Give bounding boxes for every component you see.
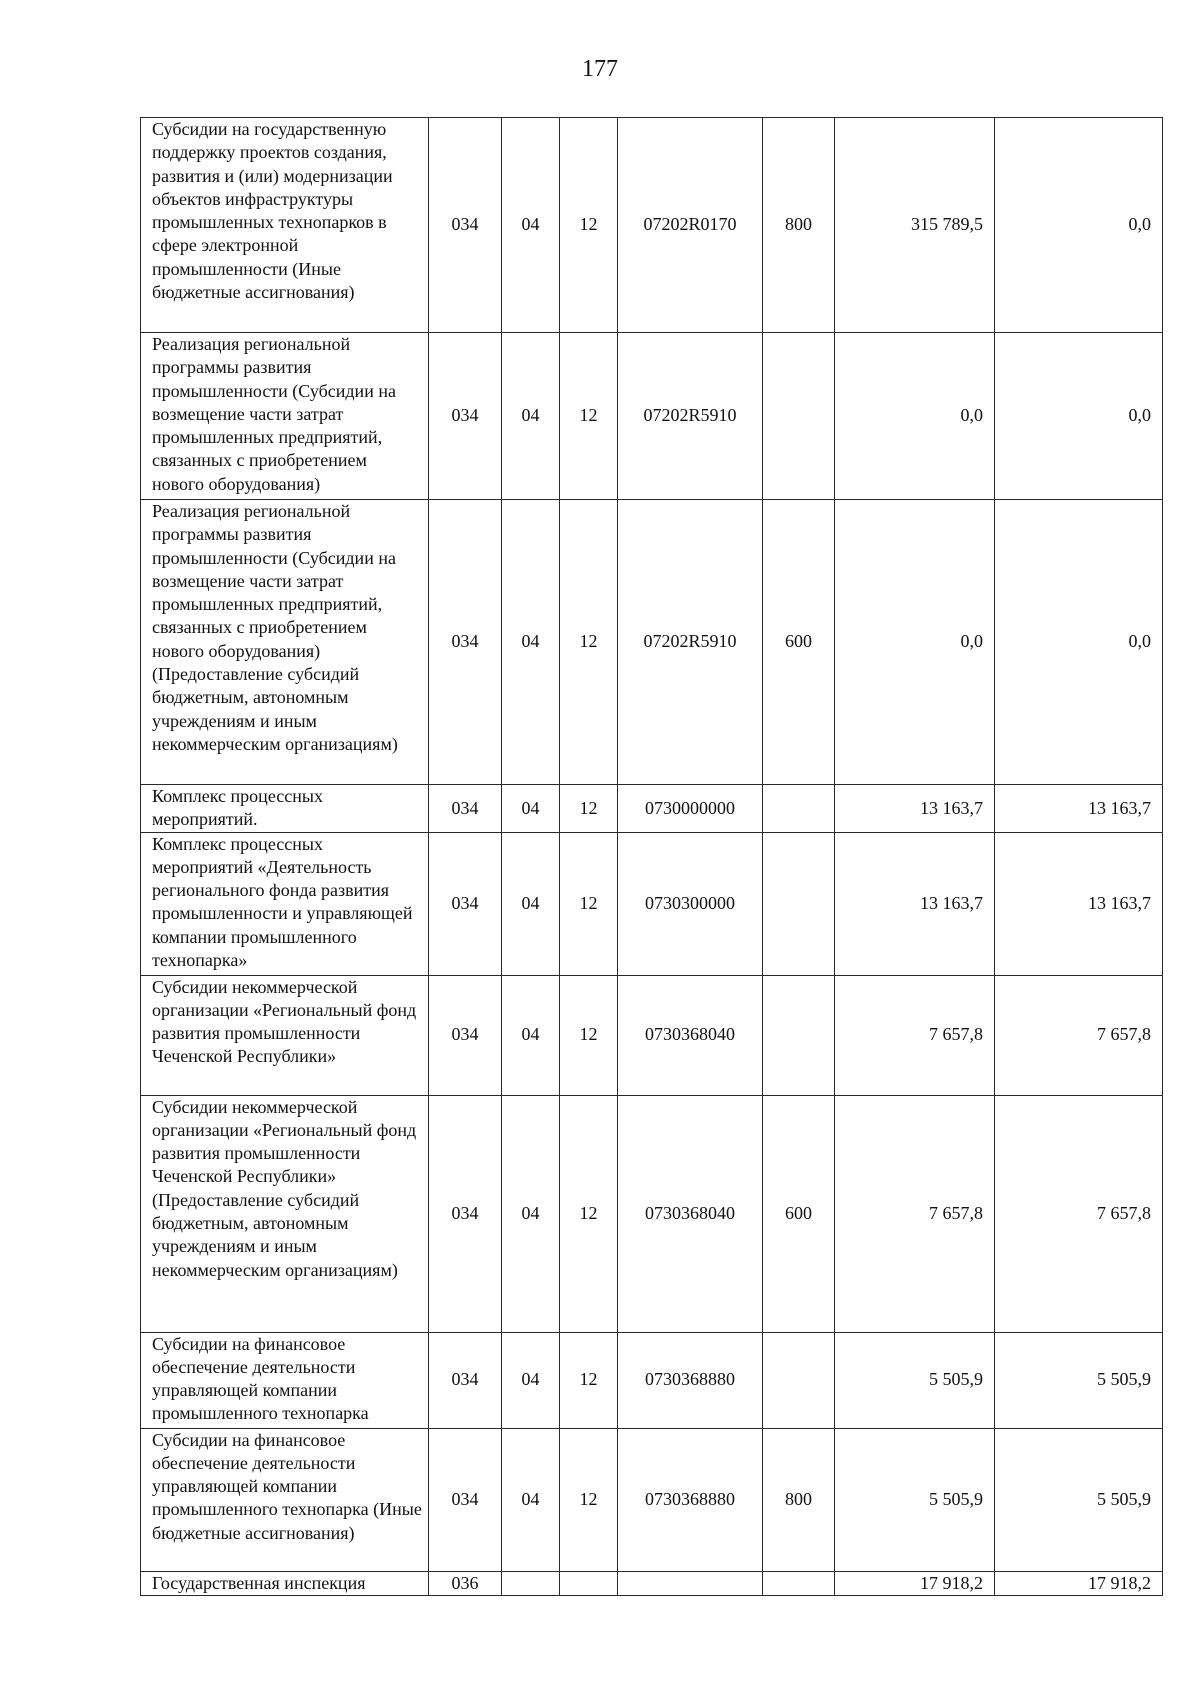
ministry-code: 034 [429,975,502,1095]
target-article-code: 07202R0170 [618,118,763,333]
amount-year-2: 5 505,9 [995,1428,1163,1571]
section-code: 04 [502,118,560,333]
row-name: Субсидии на государственную поддержку проектов создания, развития и (или) модернизации объектов инфраструктуры промышленных технопарков в сфере электронной промышленности (Иные бюджетные ассигнования) [141,118,429,333]
expense-type-code [763,1571,835,1595]
amount-year-2: 5 505,9 [995,1332,1163,1428]
target-article-code: 0730000000 [618,785,763,833]
target-article-code [618,1571,763,1595]
target-article-code: 0730368880 [618,1332,763,1428]
row-name: Субсидии некоммерческой организации «Региональный фонд развития промышленности Чеченской Республики» (Предоставление субсидий бюджетным, автономным учреждениям и иным некоммерческим организациям) [141,1095,429,1332]
ministry-code: 034 [429,832,502,975]
section-code: 04 [502,1332,560,1428]
target-article-code: 07202R5910 [618,500,763,785]
expense-type-code: 800 [763,118,835,333]
amount-year-1: 0,0 [835,333,995,500]
ministry-code: 034 [429,118,502,333]
ministry-code: 034 [429,500,502,785]
amount-year-1: 5 505,9 [835,1332,995,1428]
ministry-code: 034 [429,333,502,500]
subsection-code: 12 [560,832,618,975]
amount-year-2: 17 918,2 [995,1571,1163,1595]
row-name: Государственная инспекция [141,1571,429,1595]
table-row [141,118,1163,333]
amount-year-2: 0,0 [995,500,1163,785]
amount-year-1: 17 918,2 [835,1571,995,1595]
section-code [502,1571,560,1595]
amount-year-1: 13 163,7 [835,832,995,975]
amount-year-2: 13 163,7 [995,785,1163,833]
ministry-code: 034 [429,1428,502,1571]
ministry-code: 034 [429,1332,502,1428]
ministry-code: 034 [429,1095,502,1332]
section-code: 04 [502,500,560,785]
table-row [141,333,1163,500]
section-code: 04 [502,1095,560,1332]
table-row [141,500,1163,785]
target-article-code: 0730368880 [618,1428,763,1571]
target-article-code: 0730368040 [618,975,763,1095]
section-code: 04 [502,333,560,500]
table-row [141,1095,1163,1332]
expense-type-code [763,785,835,833]
expense-type-code [763,1332,835,1428]
amount-year-2: 0,0 [995,118,1163,333]
row-name: Субсидии на финансовое обеспечение деятельности управляющей компании промышленного технопарка [141,1332,429,1428]
amount-year-2: 7 657,8 [995,975,1163,1095]
subsection-code: 12 [560,785,618,833]
ministry-code: 034 [429,785,502,833]
amount-year-1: 315 789,5 [835,118,995,333]
table-row [141,1428,1163,1571]
section-code: 04 [502,975,560,1095]
expense-type-code: 600 [763,500,835,785]
amount-year-1: 5 505,9 [835,1428,995,1571]
table-row [141,832,1163,975]
target-article-code: 07202R5910 [618,333,763,500]
subsection-code: 12 [560,118,618,333]
subsection-code: 12 [560,1332,618,1428]
table-row [141,975,1163,1095]
expense-type-code [763,832,835,975]
table-row [141,1571,1163,1595]
row-name: Комплекс процессных мероприятий. [141,785,429,833]
amount-year-2: 7 657,8 [995,1095,1163,1332]
expense-type-code: 600 [763,1095,835,1332]
amount-year-1: 0,0 [835,500,995,785]
subsection-code: 12 [560,500,618,785]
subsection-code: 12 [560,333,618,500]
amount-year-2: 13 163,7 [995,832,1163,975]
row-name: Субсидии некоммерческой организации «Региональный фонд развития промышленности Чеченской Республики» [141,975,429,1095]
amount-year-1: 13 163,7 [835,785,995,833]
table-row [141,785,1163,833]
budget-table [140,117,1163,1596]
row-name: Реализация региональной программы развития промышленности (Субсидии на возмещение части затрат промышленных предприятий, связанных с приобретением нового оборудования) (Предоставление субсидий бюджетным, автономным учреждениям и иным некоммерческим организациям) [141,500,429,785]
amount-year-1: 7 657,8 [835,975,995,1095]
subsection-code [560,1571,618,1595]
page-number: 177 [582,56,618,82]
row-name: Субсидии на финансовое обеспечение деятельности управляющей компании промышленного технопарка (Иные бюджетные ассигнования) [141,1428,429,1571]
table-row [141,1332,1163,1428]
row-name: Реализация региональной программы развития промышленности (Субсидии на возмещение части затрат промышленных предприятий, связанных с приобретением нового оборудования) [141,333,429,500]
amount-year-2: 0,0 [995,333,1163,500]
section-code: 04 [502,785,560,833]
expense-type-code [763,333,835,500]
subsection-code: 12 [560,975,618,1095]
section-code: 04 [502,1428,560,1571]
target-article-code: 0730300000 [618,832,763,975]
row-name: Комплекс процессных мероприятий «Деятельность регионального фонда развития промышленности и управляющей компании промышленного технопарка» [141,832,429,975]
expense-type-code: 800 [763,1428,835,1571]
section-code: 04 [502,832,560,975]
subsection-code: 12 [560,1428,618,1571]
amount-year-1: 7 657,8 [835,1095,995,1332]
expense-type-code [763,975,835,1095]
subsection-code: 12 [560,1095,618,1332]
ministry-code: 036 [429,1571,502,1595]
target-article-code: 0730368040 [618,1095,763,1332]
